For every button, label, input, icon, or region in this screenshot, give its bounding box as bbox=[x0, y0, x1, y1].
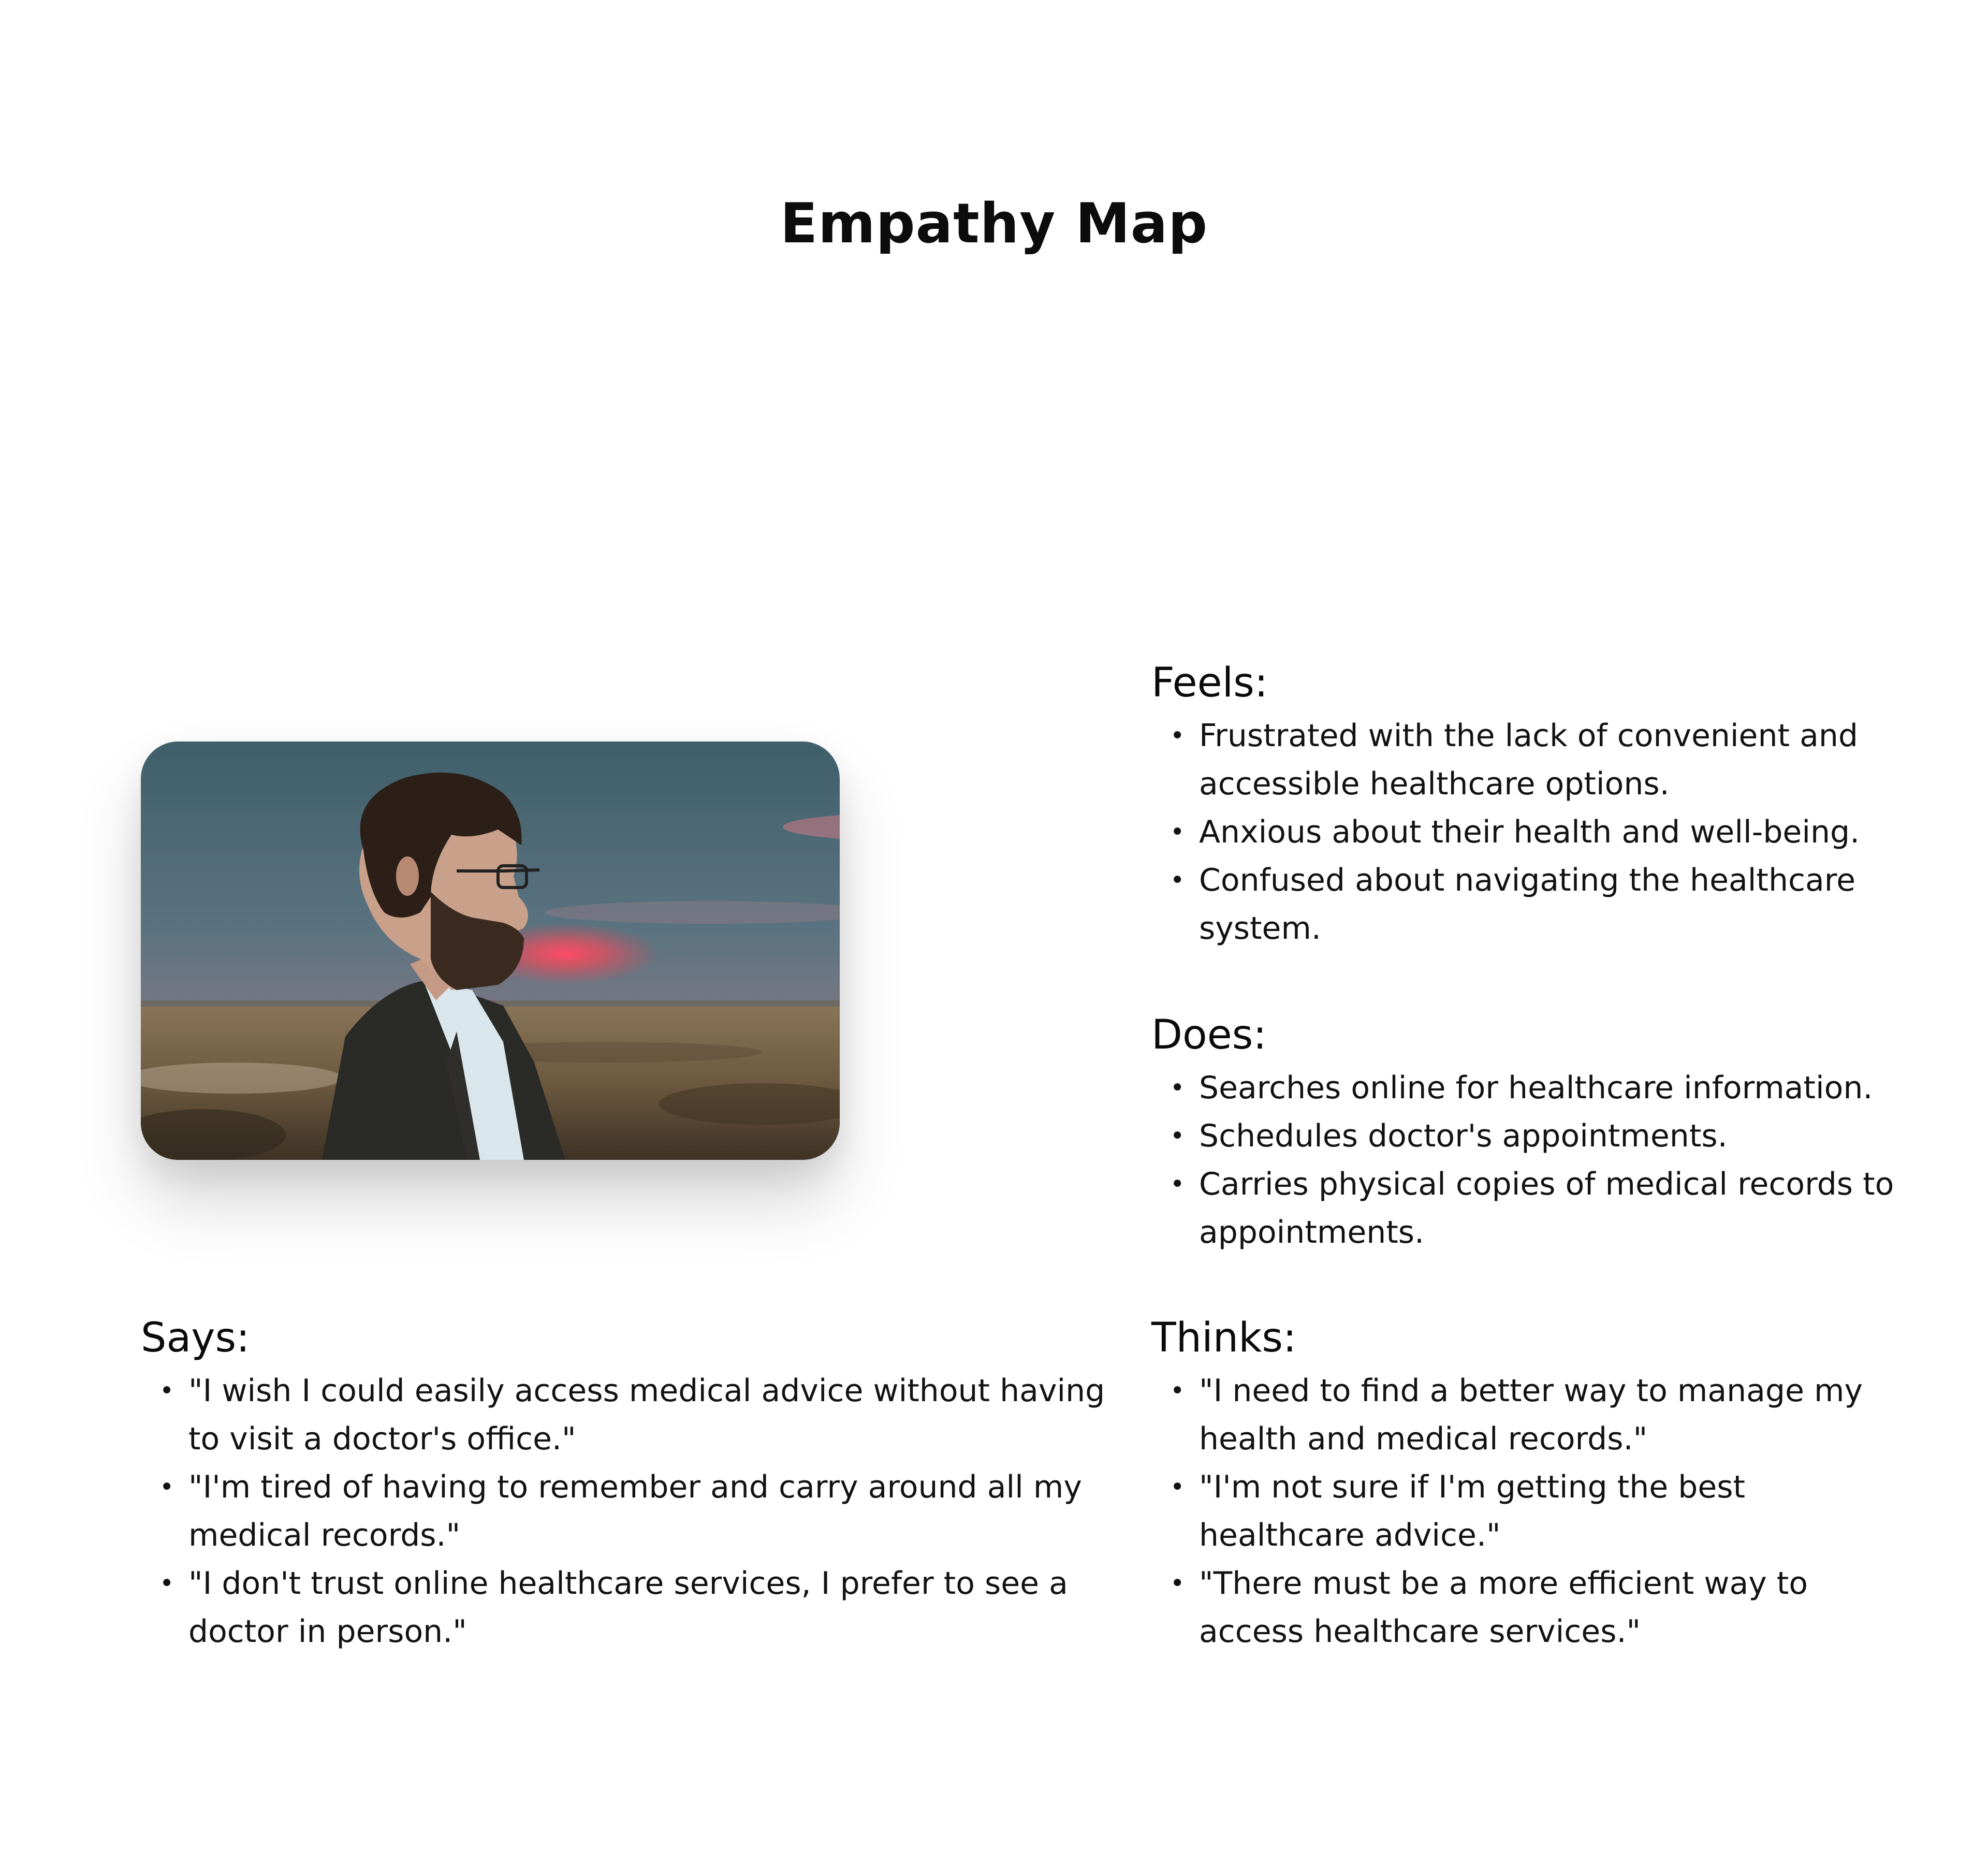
feels-item-text: Frustrated with the lack of convenient and accessible healthcare options. bbox=[1199, 717, 1858, 802]
does-heading: Does: bbox=[1151, 1012, 1267, 1058]
list-item bbox=[1151, 1560, 1897, 1656]
persona-portrait-image bbox=[141, 741, 840, 1160]
says-heading: Says: bbox=[141, 1315, 250, 1361]
persona-photo bbox=[141, 741, 840, 1160]
does-item-text: Searches online for healthcare information. bbox=[1199, 1069, 1873, 1106]
list-item bbox=[1151, 1064, 1897, 1112]
thinks-heading: Thinks: bbox=[1151, 1315, 1297, 1361]
feels-section bbox=[1151, 659, 1897, 953]
bullet-icon: • bbox=[1170, 1472, 1185, 1502]
does-section bbox=[1151, 1011, 1897, 1257]
list-item bbox=[141, 1560, 1114, 1656]
list-item bbox=[1151, 712, 1897, 808]
list-item bbox=[1151, 808, 1897, 856]
bullet-icon: • bbox=[1170, 817, 1185, 847]
list-item bbox=[141, 1367, 1114, 1463]
list-item bbox=[1151, 1112, 1897, 1160]
list-item bbox=[1151, 1367, 1897, 1463]
bullet-icon: • bbox=[1170, 865, 1185, 895]
bullet-icon: • bbox=[1170, 721, 1185, 750]
feels-item-text: Anxious about their health and well-being. bbox=[1199, 813, 1860, 850]
thinks-section bbox=[1151, 1314, 1897, 1656]
feels-item-text: Confused about navigating the healthcare system. bbox=[1199, 862, 1855, 947]
does-item-text: Carries physical copies of medical records to appointments. bbox=[1199, 1166, 1894, 1250]
bullet-icon: • bbox=[1170, 1376, 1185, 1405]
list-item bbox=[1151, 1463, 1897, 1560]
says-item-text: "I wish I could easily access medical advice without having to visit a doctor's office." bbox=[188, 1372, 1105, 1457]
list-item bbox=[1151, 856, 1897, 953]
says-item-text: "I don't trust online healthcare services, I prefer to see a doctor in person." bbox=[188, 1565, 1068, 1650]
says-list bbox=[141, 1367, 1114, 1656]
feels-heading: Feels: bbox=[1151, 660, 1268, 706]
bullet-icon: • bbox=[159, 1472, 174, 1502]
says-item-text: "I'm tired of having to remember and carry around all my medical records." bbox=[188, 1468, 1082, 1553]
list-item bbox=[1151, 1160, 1897, 1257]
bullet-icon: • bbox=[159, 1376, 174, 1405]
says-section bbox=[141, 1314, 1114, 1656]
bullet-icon: • bbox=[1170, 1073, 1185, 1102]
bullet-icon: • bbox=[1170, 1121, 1185, 1151]
does-item-text: Schedules doctor's appointments. bbox=[1199, 1117, 1728, 1154]
does-list bbox=[1151, 1064, 1897, 1257]
bullet-icon: • bbox=[1170, 1568, 1185, 1598]
list-item bbox=[141, 1463, 1114, 1560]
bullet-icon: • bbox=[1170, 1169, 1185, 1199]
bullet-icon: • bbox=[159, 1568, 174, 1598]
thinks-item-text: "I need to find a better way to manage my health and medical records." bbox=[1199, 1372, 1863, 1457]
thinks-list bbox=[1151, 1367, 1897, 1656]
thinks-item-text: "I'm not sure if I'm getting the best healthcare advice." bbox=[1199, 1468, 1746, 1553]
feels-list bbox=[1151, 712, 1897, 953]
thinks-item-text: "There must be a more efficient way to access healthcare services." bbox=[1199, 1565, 1808, 1650]
page-title: Empathy Map bbox=[780, 192, 1208, 255]
